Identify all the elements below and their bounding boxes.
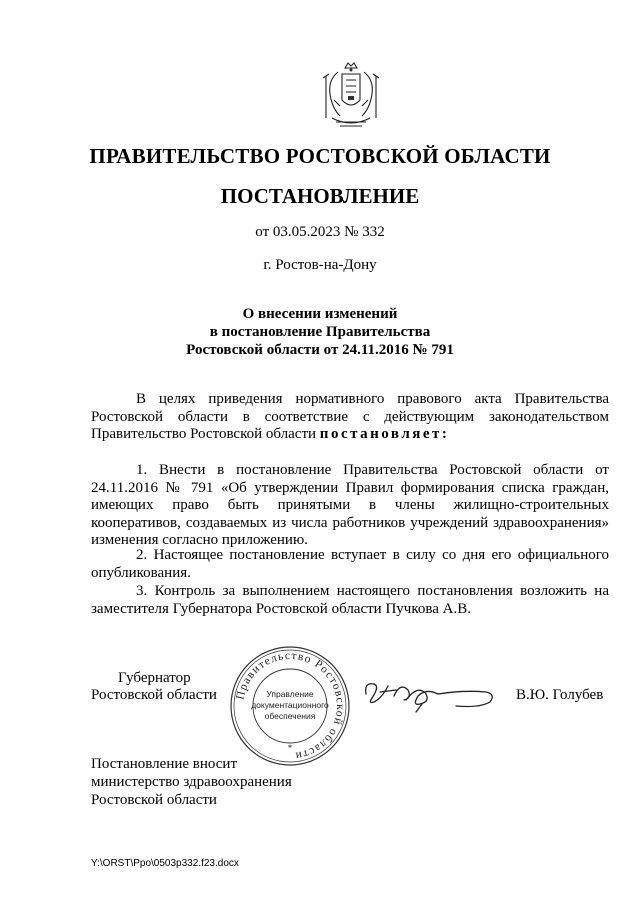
- intro-emphasis: постановляет:: [319, 426, 450, 442]
- document-type: ПОСТАНОВЛЕНИЕ: [220, 184, 420, 208]
- coat-of-arms-emblem: [318, 60, 384, 132]
- submitted-by-line-2: министерство здравоохранения: [91, 774, 292, 790]
- file-path: Y:\ORST\Ppo\0503p332.f23.docx: [91, 858, 239, 869]
- signatory-title-line-2: Ростовской области: [91, 687, 217, 703]
- stamp-center-line-1: Управление: [266, 689, 314, 699]
- subject-line-2: в постановление Правительства: [209, 324, 431, 340]
- handwritten-signature: [360, 672, 500, 714]
- point-3: [91, 583, 609, 618]
- stamp-ring-text: Правительство Ростовской области: [234, 649, 347, 762]
- point-3-text: 3. Контроль за выполнением настоящего постановления возложить на заместителя Губернатора Ростовской области Пучкова А.В.: [91, 583, 609, 617]
- point-2: [91, 547, 609, 582]
- subject-line-3: Ростовской области от 24.11.2016 № 791: [186, 342, 454, 358]
- intro-paragraph: [91, 391, 609, 444]
- point-2-text: 2. Настоящее постановление вступает в силу со дня его официального опубликования.: [91, 547, 609, 581]
- stamp-center-line-3: обеспечения: [264, 711, 316, 721]
- intro-text: В целях приведения нормативного правового акта Правительства Ростовской области в соответствие с действующим законодательством Правительство Ростовской области: [91, 391, 609, 442]
- date-number: от 03.05.2023 № 332: [255, 224, 385, 240]
- signatory-name: В.Ю. Голубев: [516, 687, 604, 703]
- submitted-by-line-3: Ростовской области: [91, 792, 217, 808]
- point-1: [91, 462, 609, 550]
- city: г. Ростов-на-Дону: [263, 257, 377, 273]
- official-stamp: [229, 645, 351, 767]
- submitted-by-line-1: Постановление вносит: [91, 756, 238, 772]
- stamp-center-line-2: документационного: [251, 700, 329, 710]
- subject-line-1: О внесении изменений: [242, 306, 398, 322]
- government-title: ПРАВИТЕЛЬСТВО РОСТОВСКОЙ ОБЛАСТИ: [89, 144, 551, 168]
- signatory-title-line-1: Губернатор: [118, 670, 191, 686]
- stamp-star-icon: *: [287, 743, 293, 753]
- point-1-text: 1. Внести в постановление Правительства Ростовской области от 24.11.2016 № 791 «Об утверждении Правил формирования списка граждан, имеющих право быть принятыми в члены жилищно-строительных кооперативов, создаваемых из числа работников учреждений здравоохранения» изменения согласно приложению.: [91, 462, 609, 548]
